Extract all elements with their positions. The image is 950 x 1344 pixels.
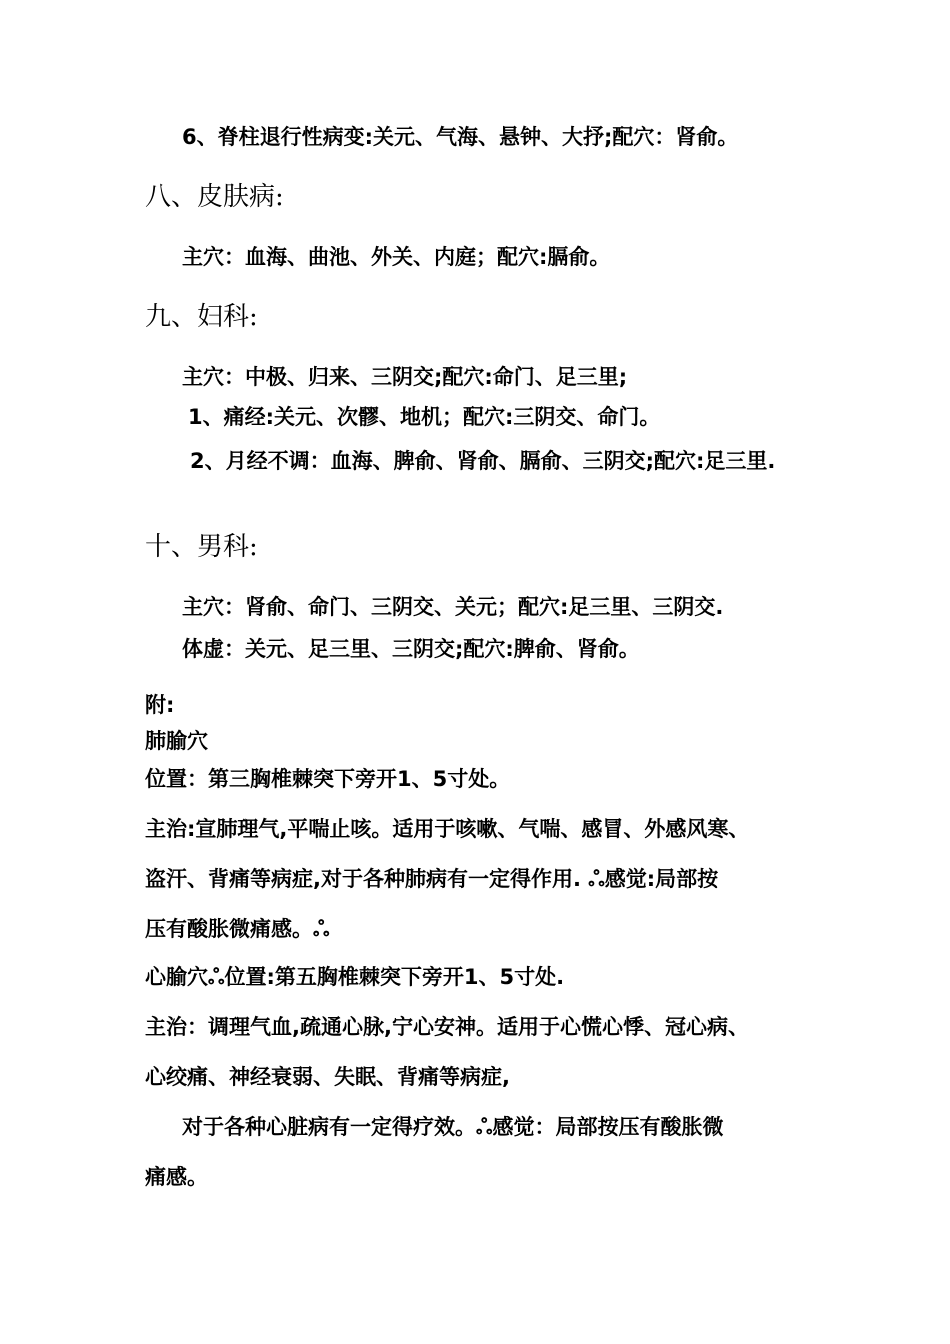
text-line: 对于各种心脏病有一定得疗效。ஃ感觉：局部按压有酸胀微: [182, 1115, 724, 1139]
text-line: 心腧穴ஃ位置:第五胸椎棘突下旁开1、5寸处.: [145, 965, 565, 989]
text-line: 主治:宣肺理气,平喘止咳。适用于咳嗽、气喘、感冒、外感风寒、: [145, 817, 750, 841]
section-heading: 十、男科:: [145, 532, 258, 562]
text-line: 痛感。: [145, 1165, 208, 1189]
section-heading: 九、妇科:: [145, 302, 258, 332]
text-line: 盗汗、背痛等病症,对于各种肺病有一定得作用. ஃ感觉:局部按: [145, 867, 719, 891]
text-line: 体虚：关元、足三里、三阴交;配穴:脾俞、肾俞。: [182, 637, 640, 661]
text-line: 主穴：中极、归来、三阴交;配穴:命门、足三里;: [182, 365, 628, 389]
text-line: 主治：调理气血,疏通心脉,宁心安神。适用于心慌心悸、冠心病、: [145, 1015, 749, 1039]
text-line: 6、脊柱退行性病变:关元、气海、悬钟、大抒;配穴：肾俞。: [182, 125, 739, 149]
text-line: 位置：第三胸椎棘突下旁开1、5寸处。: [145, 767, 511, 791]
text-line: 主穴：肾俞、命门、三阴交、关元；配穴:足三里、三阴交.: [182, 595, 724, 619]
text-line: 主穴：血海、曲池、外关、内庭；配穴:膈俞。: [182, 245, 611, 269]
section-heading: 八、皮肤病:: [145, 182, 284, 212]
text-line: 压有酸胀微痛感。ஃ: [145, 917, 330, 941]
text-line: 1、痛经:关元、次髎、地机；配穴:三阴交、命门。: [188, 405, 661, 429]
acupoint-title: 肺腧穴: [145, 729, 208, 753]
text-line: 附:: [145, 693, 175, 717]
text-line: 2、月经不调：血海、脾俞、肾俞、膈俞、三阴交;配穴:足三里.: [190, 449, 776, 473]
text-line: 心绞痛、神经衰弱、失眠、背痛等病症,: [145, 1065, 510, 1089]
